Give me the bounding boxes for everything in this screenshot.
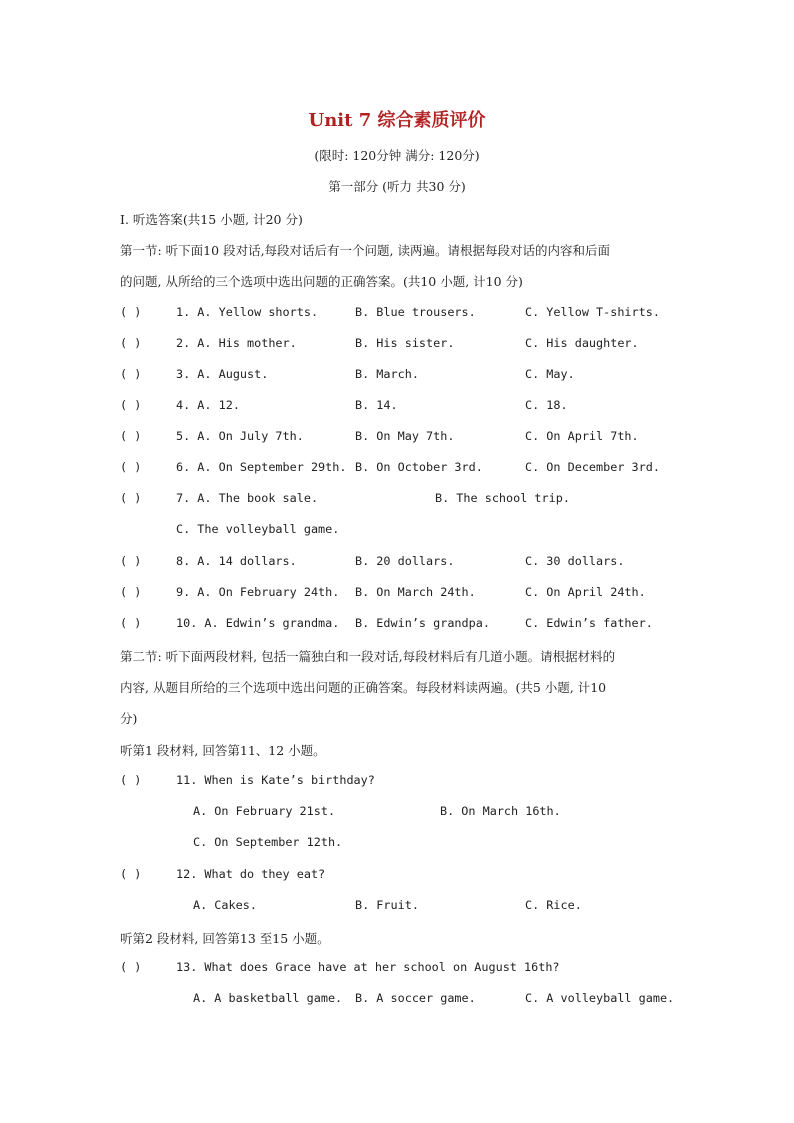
answer-blank[interactable]: ( ) xyxy=(120,305,142,319)
option-c: C. A volleyball game. xyxy=(525,991,675,1005)
option-b: B. Fruit. xyxy=(355,898,419,912)
section-heading: I. 听选答案(共15 小题, 计20 分) xyxy=(120,212,303,227)
option-b: B. 20 dollars. xyxy=(355,554,455,568)
option-b: B. March. xyxy=(355,367,419,381)
instruction-line: 第二节: 听下面两段材料, 包括一篇独白和一段对话,每段材料后有几道小题。请根据材料的 xyxy=(120,649,616,664)
option-b: B. On May 7th. xyxy=(355,429,455,443)
option-a: 4. A. 12. xyxy=(176,398,240,412)
option-a: A. Cakes. xyxy=(193,898,257,912)
option-a: 10. A. Edwin’s grandma. xyxy=(176,616,340,630)
time-limit: (限时: 120分钟 满分: 120分) xyxy=(314,148,480,163)
question-stem: 13. What does Grace have at her school on August 16th? xyxy=(176,960,560,974)
material-heading: 听第2 段材料, 回答第13 至15 小题。 xyxy=(120,931,330,946)
answer-blank[interactable]: ( ) xyxy=(120,336,142,350)
option-c: C. Edwin’s father. xyxy=(525,616,653,630)
option-a: 5. A. On July 7th. xyxy=(176,429,304,443)
option-b: B. His sister. xyxy=(355,336,455,350)
answer-blank[interactable]: ( ) xyxy=(120,429,142,443)
answer-blank[interactable]: ( ) xyxy=(120,367,142,381)
answer-blank[interactable]: ( ) xyxy=(120,867,142,881)
answer-blank[interactable]: ( ) xyxy=(120,460,142,474)
option-c: C. Rice. xyxy=(525,898,582,912)
instruction-line: 分) xyxy=(120,711,138,726)
option-a: 6. A. On September 29th. xyxy=(176,460,347,474)
option-a: A. A basketball game. xyxy=(193,991,343,1005)
option-a: 1. A. Yellow shorts. xyxy=(176,305,319,319)
question-stem: 12. What do they eat? xyxy=(176,867,326,881)
answer-blank[interactable]: ( ) xyxy=(120,616,142,630)
option-b: B. A soccer game. xyxy=(355,991,476,1005)
option-c: C. On April 7th. xyxy=(525,429,639,443)
option-a: 8. A. 14 dollars. xyxy=(176,554,297,568)
page-title: Unit 7 综合素质评价 xyxy=(308,110,486,131)
option-b: B. Blue trousers. xyxy=(355,305,476,319)
option-c: C. On December 3rd. xyxy=(525,460,660,474)
instruction-line: 的问题, 从所给的三个选项中选出问题的正确答案。(共10 小题, 计10 分) xyxy=(120,274,523,289)
answer-blank[interactable]: ( ) xyxy=(120,773,142,787)
material-heading: 听第1 段材料, 回答第11、12 小题。 xyxy=(120,743,326,758)
part-heading: 第一部分 (听力 共30 分) xyxy=(328,179,466,194)
option-c: C. 30 dollars. xyxy=(525,554,625,568)
option-c: C. On September 12th. xyxy=(193,835,343,849)
option-c: C. 18. xyxy=(525,398,568,412)
option-b: B. On March 16th. xyxy=(440,804,561,818)
option-a: 2. A. His mother. xyxy=(176,336,297,350)
answer-blank[interactable]: ( ) xyxy=(120,398,142,412)
instruction-line: 第一节: 听下面10 段对话,每段对话后有一个问题, 读两遍。请根据每段对话的内容和后面 xyxy=(120,243,610,258)
option-a: 3. A. August. xyxy=(176,367,269,381)
option-b: B. On October 3rd. xyxy=(355,460,483,474)
answer-blank[interactable]: ( ) xyxy=(120,960,142,974)
option-c: C. On April 24th. xyxy=(525,585,646,599)
option-b: B. On March 24th. xyxy=(355,585,476,599)
option-a: A. On February 21st. xyxy=(193,804,336,818)
instruction-line: 内容, 从题目所给的三个选项中选出问题的正确答案。每段材料读两遍。(共5 小题, 计10 xyxy=(120,680,607,695)
option-b: B. Edwin’s grandpa. xyxy=(355,616,490,630)
option-b: B. The school trip. xyxy=(435,491,570,505)
answer-blank[interactable]: ( ) xyxy=(120,554,142,568)
question-stem: 11. When is Kate’s birthday? xyxy=(176,773,375,787)
option-c: C. His daughter. xyxy=(525,336,639,350)
option-b: B. 14. xyxy=(355,398,398,412)
answer-blank[interactable]: ( ) xyxy=(120,585,142,599)
answer-blank[interactable]: ( ) xyxy=(120,491,142,505)
option-a: 9. A. On February 24th. xyxy=(176,585,340,599)
option-a: 7. A. The book sale. xyxy=(176,491,319,505)
option-c: C. May. xyxy=(525,367,575,381)
option-c: C. The volleyball game. xyxy=(176,522,340,536)
option-c: C. Yellow T-shirts. xyxy=(525,305,660,319)
